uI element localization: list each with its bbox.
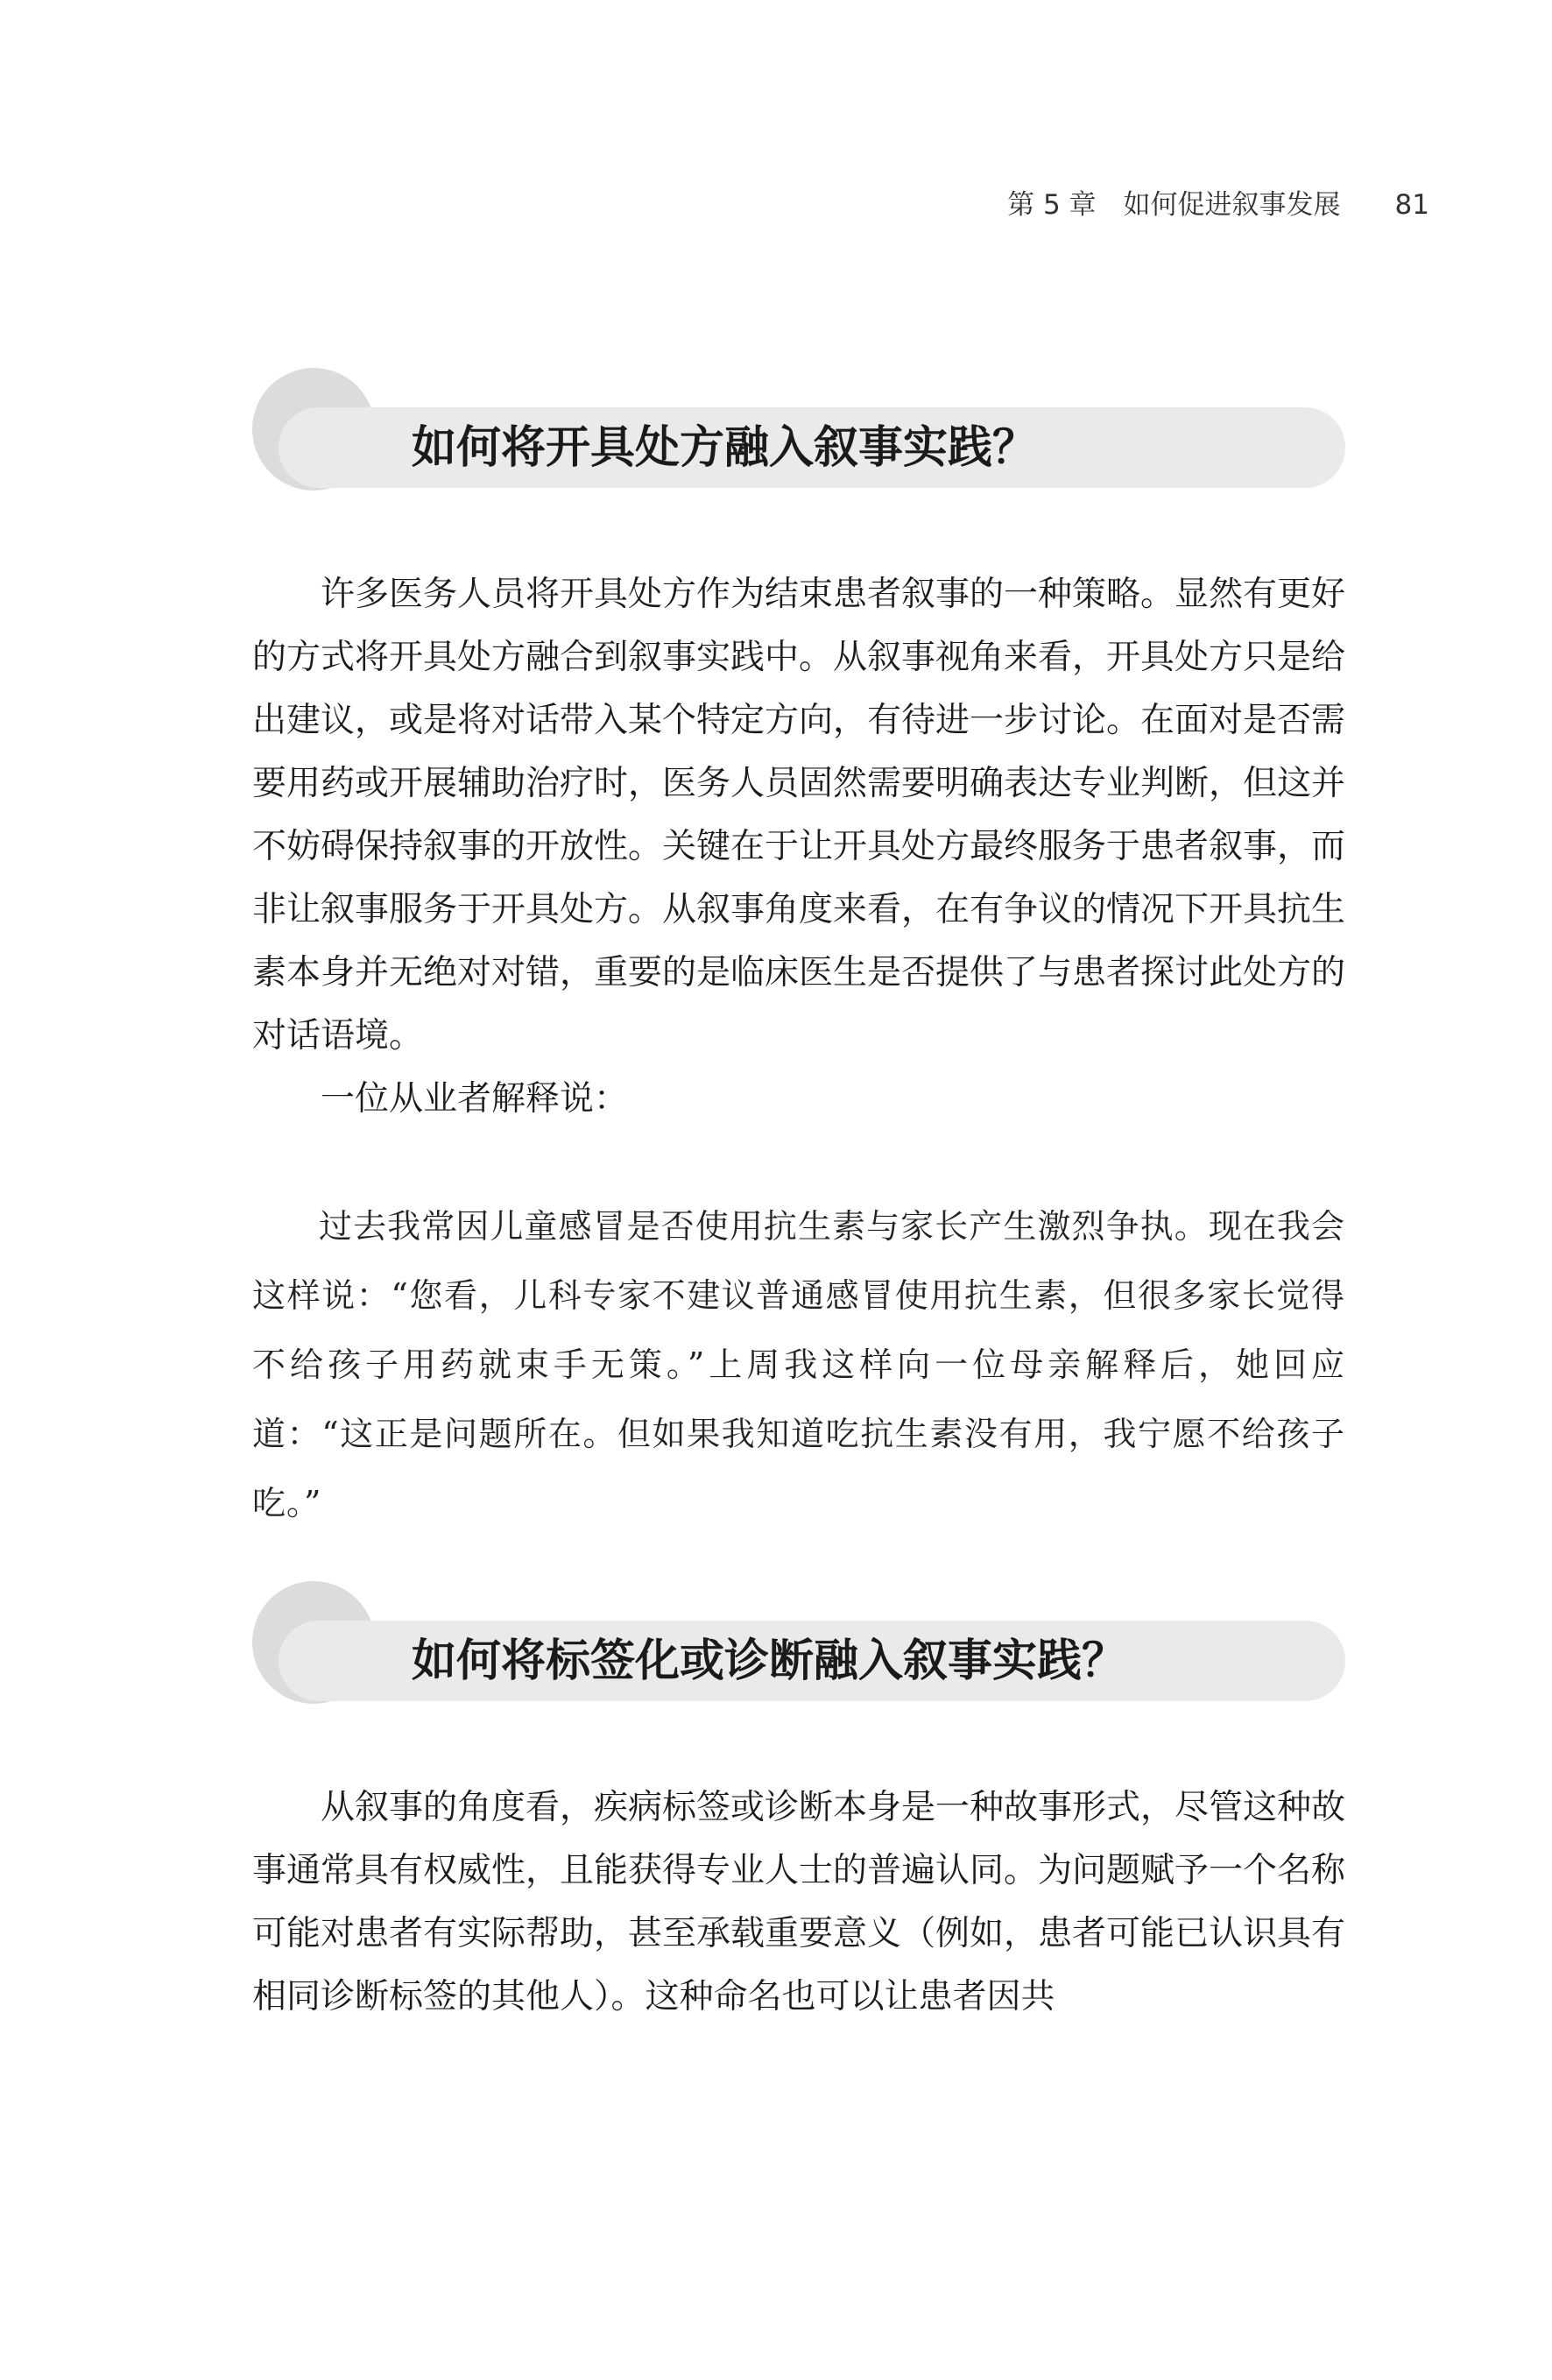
body-paragraph: 一位从业者解释说： <box>321 1079 629 1119</box>
chapter-title: 第 5 章 如何促进叙事发展 <box>1007 189 1341 221</box>
section-heading-prescription <box>252 368 1345 499</box>
body-paragraph: 从叙事的角度看，疾病标签或诊断本身是一种故事形式，尽管这种故事通常具有权威性，且能获得专业人士的普遍认同。为问题赋予一个名称可能对患者有实际帮助，甚至承载重要意义（例如，患者可能已认识具有相同诊断标签的其他人）。这种命名也可以让患者因共 <box>252 1788 1346 2016</box>
section-heading-diagnosis <box>252 1581 1345 1713</box>
section-title: 如何将开具处方融入叙事实践？ <box>412 421 1038 474</box>
practitioner-quote <box>252 1192 1345 1538</box>
section-body-diagnosis <box>252 1776 1345 2029</box>
running-header <box>1007 182 1429 222</box>
section-body-prescription <box>252 563 1345 1131</box>
quote-paragraph: 过去我常因儿童感冒是否使用抗生素与家长产生激烈争执。现在我会这样说：“您看，儿科专家不建议普通感冒使用抗生素，但很多家长觉得不给孩子用药就束手无策。”上周我这样向一位母亲解释后，她回应道：“这正是问题所在。但如果我知道吃抗生素没有用，我宁愿不给孩子吃。” <box>252 1207 1345 1522</box>
section-title: 如何将标签化或诊断融入叙事实践？ <box>412 1635 1127 1687</box>
page-number: 81 <box>1394 189 1429 221</box>
body-paragraph: 许多医务人员将开具处方作为结束患者叙事的一种策略。显然有更好的方式将开具处方融合到叙事实践中。从叙事视角来看，开具处方只是给出建议，或是将对话带入某个特定方向，有待进一步讨论。在面对是否需要用药或开展辅助治疗时，医务人员固然需要明确表达专业判断，但这并不妨碍保持叙事的开放性。关键在于让开具处方最终服务于患者叙事，而非让叙事服务于开具处方。从叙事角度来看，在有争议的情况下开具抗生素本身并无绝对对错，重要的是临床医生是否提供了与患者探讨此处方的对话语境。 <box>252 575 1346 1056</box>
